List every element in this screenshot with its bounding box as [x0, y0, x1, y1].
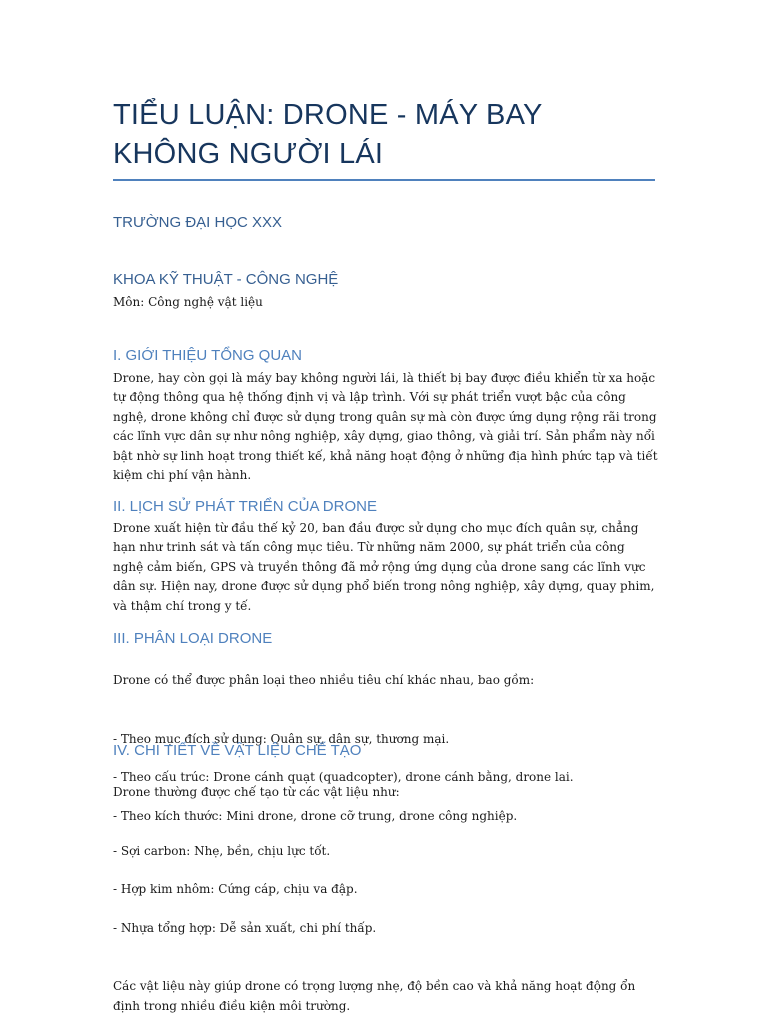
section-paragraph-introduction: Drone, hay còn gọi là máy bay không người lái, là thiết bị bay được điều khiển từ xa hoặc tự động thông qua hệ thống định vị và lập trình. Với sự phát triển vượt bậc của công nghệ, drone không chỉ được sử dụng trong quân sự mà còn được ứng dụng rộng rãi trong các lĩnh vực dân sự như nông nghiệp, xây dựng, giao thông, và giải trí. Sản phẩm này nổi bật nhờ sự linh hoạt trong thiết kế, khả năng hoạt động ở những địa hình phức tạp và tiết kiệm chi phí vận hành. — [113, 371, 658, 483]
list-item: - Theo kích thước: Mini drone, drone cỡ trung, drone công nghiệp. — [113, 809, 518, 824]
materials-list — [113, 822, 658, 958]
section-heading-history: II. LỊCH SỬ PHÁT TRIỂN CỦA DRONE — [113, 498, 377, 515]
list-item: - Hợp kim nhôm: Cứng cáp, chịu va đập. — [113, 882, 358, 897]
materials-closing: Các vật liệu này giúp drone có trọng lượng nhẹ, độ bền cao và khả năng hoạt động ổn định trong nhiều điều kiện môi trường. — [113, 979, 636, 1013]
university-heading: TRƯỜNG ĐẠI HỌC XXX — [113, 214, 283, 231]
section-body-materials — [113, 764, 658, 1036]
title-underline-rule — [113, 179, 655, 181]
faculty-heading: KHOA KỸ THUẬT - CÔNG NGHỆ — [113, 271, 339, 288]
materials-intro: Drone thường được chế tạo từ các vật liệu như: — [113, 785, 400, 800]
section-heading-introduction: I. GIỚI THIỆU TỔNG QUAN — [113, 347, 302, 364]
list-item: - Nhựa tổng hợp: Dễ sản xuất, chi phí thấp. — [113, 921, 377, 936]
list-item: - Theo cấu trúc: Drone cánh quạt (quadcopter), drone cánh bằng, drone lai. — [113, 770, 574, 785]
classification-intro: Drone có thể được phân loại theo nhiều tiêu chí khác nhau, bao gồm: — [113, 673, 535, 688]
section-heading-materials: IV. CHI TIẾT VỀ VẬT LIỆU CHẾ TẠO — [113, 742, 362, 759]
section-heading-classification: III. PHÂN LOẠI DRONE — [113, 630, 273, 647]
list-item: - Sợi carbon: Nhẹ, bền, chịu lực tốt. — [113, 843, 331, 858]
section-paragraph-history: Drone xuất hiện từ đầu thế kỷ 20, ban đầu được sử dụng cho mục đích quân sự, chẳng hạn như trinh sát và tấn công mục tiêu. Từ những năm 2000, sự phát triển của công nghệ cảm biến, GPS và truyền thông đã mở rộng ứng dụng của drone sang các lĩnh vực dân sự. Hiện nay, drone được sử dụng phổ biến trong nông nghiệp, xây dựng, quay phim, và thậm chí trong y tế. — [113, 521, 655, 613]
document-title: TIỂU LUẬN: DRONE - MÁY BAY KHÔNG NGƯỜI LÁI — [113, 99, 543, 170]
list-item: - Theo mục đích sử dụng: Quân sự, dân sự, thương mại. — [113, 731, 450, 746]
subject-line: Môn: Công nghệ vật liệu — [113, 295, 263, 309]
